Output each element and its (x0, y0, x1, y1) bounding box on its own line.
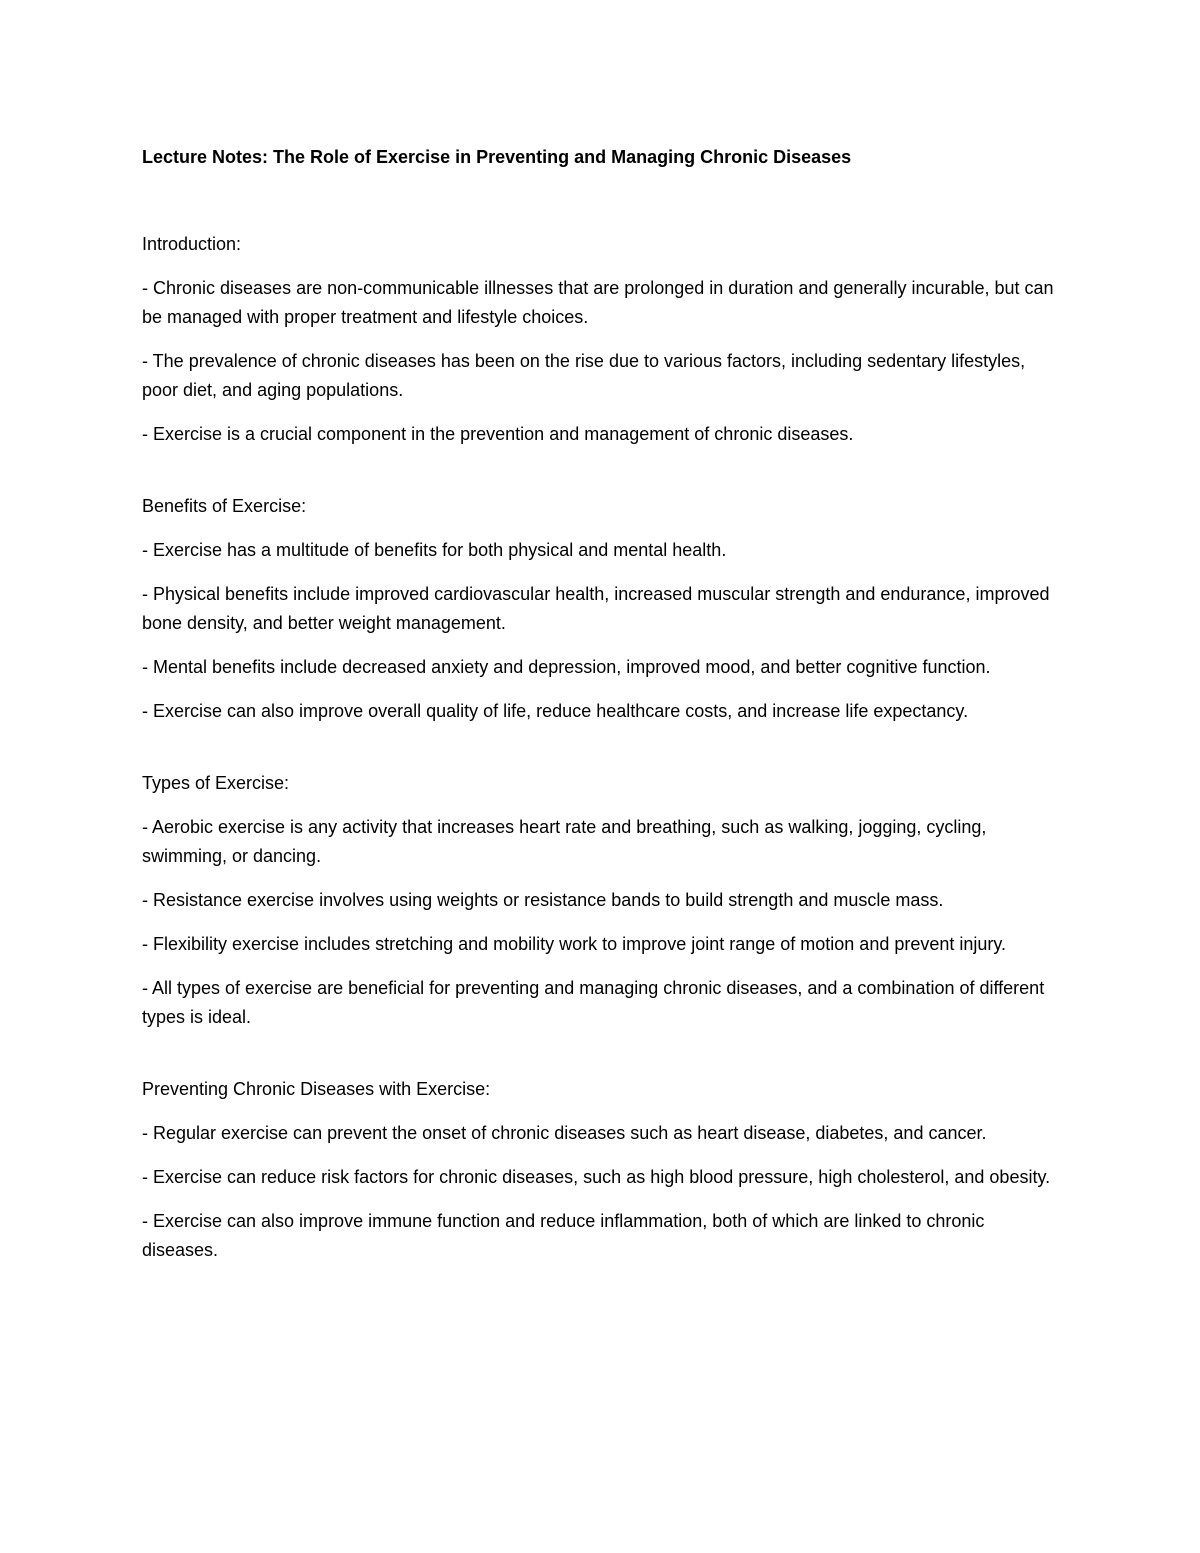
bullet-item: - The prevalence of chronic diseases has been on the rise due to various factors, including sedentary lifestyles, poor diet, and aging populations. (142, 351, 1026, 400)
bullet-item: - Exercise is a crucial component in the prevention and management of chronic diseases. (142, 424, 854, 444)
document-body (142, 143, 1062, 1308)
bullet-item: - Resistance exercise involves using weights or resistance bands to build strength and muscle mass. (142, 890, 944, 910)
bullet-item: - Chronic diseases are non-communicable illnesses that are prolonged in duration and generally incurable, but can be managed with proper treatment and lifestyle choices. (142, 278, 1054, 327)
section-heading: Preventing Chronic Diseases with Exercise: (142, 1079, 491, 1099)
bullet-item: - Flexibility exercise includes stretching and mobility work to improve joint range of motion and prevent injury. (142, 934, 1007, 954)
bullet-item: - Aerobic exercise is any activity that increases heart rate and breathing, such as walking, jogging, cycling, swimming, or dancing. (142, 817, 987, 866)
section-benefits (142, 492, 1062, 726)
section-introduction (142, 230, 1062, 449)
bullet-item: - Regular exercise can prevent the onset of chronic diseases such as heart disease, diabetes, and cancer. (142, 1123, 987, 1143)
document-title: Lecture Notes: The Role of Exercise in Preventing and Managing Chronic Diseases (142, 147, 852, 167)
section-heading: Benefits of Exercise: (142, 496, 307, 516)
section-preventing (142, 1075, 1062, 1265)
bullet-item: - Exercise can also improve overall quality of life, reduce healthcare costs, and increase life expectancy. (142, 701, 969, 721)
bullet-item: - Exercise can also improve immune function and reduce inflammation, both of which are linked to chronic diseases. (142, 1211, 985, 1260)
bullet-item: - Exercise can reduce risk factors for chronic diseases, such as high blood pressure, high cholesterol, and obesity. (142, 1167, 1051, 1187)
section-heading: Introduction: (142, 234, 242, 254)
bullet-item: - All types of exercise are beneficial for preventing and managing chronic diseases, and a combination of different types is ideal. (142, 978, 1045, 1027)
bullet-item: - Physical benefits include improved cardiovascular health, increased muscular strength and endurance, improved bone density, and better weight management. (142, 584, 1050, 633)
section-types (142, 769, 1062, 1032)
section-heading: Types of Exercise: (142, 773, 290, 793)
bullet-item: - Mental benefits include decreased anxiety and depression, improved mood, and better cognitive function. (142, 657, 991, 677)
bullet-item: - Exercise has a multitude of benefits for both physical and mental health. (142, 540, 727, 560)
